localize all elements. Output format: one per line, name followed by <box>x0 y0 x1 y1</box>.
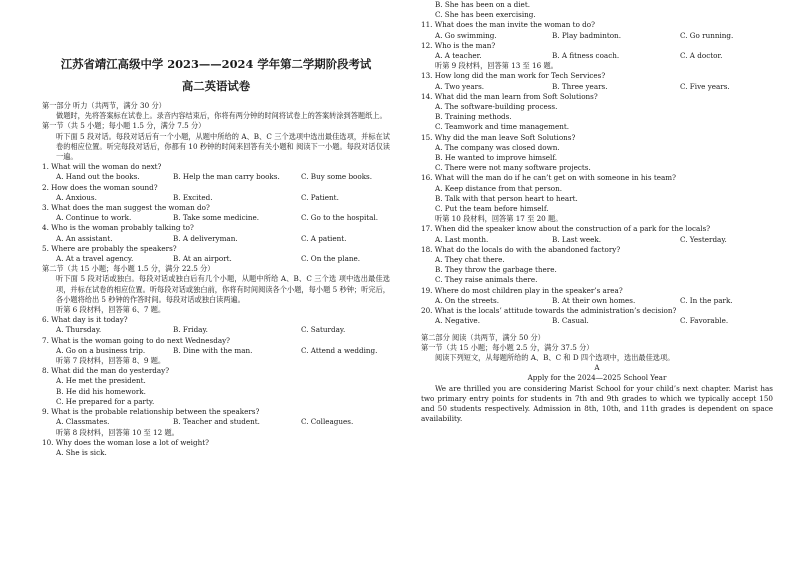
choice-line: A. The software-building process. <box>435 102 558 112</box>
question-text: 19. Where do most children play in the speaker’s area? <box>421 285 623 295</box>
option-c: C. Attend a wedding. <box>301 345 378 355</box>
option-b: B. Last week. <box>552 234 602 244</box>
exam-title: 江苏省靖江高级中学 2023——2024 学年第二学期阶段考试 <box>60 57 372 71</box>
question-text: 3. What does the man suggest the woman do? <box>42 203 210 213</box>
right-column-body <box>421 0 773 424</box>
option-c: C. Five years. <box>680 81 730 91</box>
option-a: A. Last month. <box>435 234 489 244</box>
section-heading: 第一部分 听力（共两节，满分 30 分） <box>42 101 166 110</box>
question-text: 6. What day is it today? <box>42 315 128 325</box>
question-text: 13. How long did the man work for Tech Services? <box>421 71 606 81</box>
question-text: 2. How does the woman sound? <box>42 182 158 192</box>
listening-note: 听第 7 段材料，回答第 8、9 题。 <box>56 356 166 366</box>
right-column <box>421 0 773 424</box>
section-heading: 第一节（共 5 小题；每小题 1.5 分，满分 7.5 分） <box>42 121 206 131</box>
option-c: C. Go to the hospital. <box>301 213 379 223</box>
option-b: B. Casual. <box>552 316 589 326</box>
choice-line: A. They chat there. <box>435 255 505 265</box>
option-c: C. Favorable. <box>680 316 729 326</box>
instructions-text: 听下面 5 段对话。每段对话后有一个小题，从题中所给的 A、B、C 三个选项中选出最佳选项，并标在试卷的相应位置。听完每段对话后，你都有 10 秒钟的时间来回答有关小题和 阅读下一小题。每段对话仅读一遍。 <box>56 131 390 162</box>
choice-line: B. He did his homework. <box>56 386 146 396</box>
section-heading: 第二部分 阅读（共两节，满分 50 分） <box>421 332 545 342</box>
answer-options <box>421 296 773 306</box>
choice-line: A. She is sick. <box>56 447 107 457</box>
instructions-text: 听下面 5 段对话或独白。每段对话或独白后有几个小题，从题中所给 A、B、C 三个选 项中选出最佳选项，并标在试卷的相应位置。听每段对话或独白前，你将有时间阅读各个小题，每小题 5 秒钟；听完后，各小题将给出 5 秒钟的作答时间。每段对话或独白读两遍。 <box>56 274 390 304</box>
option-c: C. Go running. <box>680 30 734 40</box>
option-b: B. Excited. <box>173 192 213 202</box>
choice-line: C. They raise animals there. <box>435 275 538 285</box>
choice-line: C. She has been exercising. <box>435 10 536 20</box>
choice-line: C. There were not many software projects. <box>435 163 591 173</box>
option-b: B. Help the man carry books. <box>173 172 280 182</box>
question-text: 15. Why did the man leave Soft Solutions? <box>421 132 576 142</box>
question-text: 4. Who is the woman probably talking to? <box>42 223 194 233</box>
choice-line: A. Keep distance from that person. <box>435 183 563 193</box>
question-text: 18. What do the locals do with the abandoned factory? <box>421 244 621 254</box>
choice-line: A. The company was closed down. <box>435 142 560 152</box>
listening-note: 阅读下列短文，从每题所给的 A、B、C 和 D 四个选项中，选出最佳选项。 <box>435 352 675 362</box>
question-text: 12. Who is the man? <box>421 40 496 50</box>
answer-options <box>421 82 773 92</box>
section-heading: 第二节（共 15 小题；每小题 1.5 分，满分 22.5 分） <box>42 264 215 274</box>
answer-options <box>42 213 390 223</box>
question-text: 5. Where are probably the speakers? <box>42 243 177 253</box>
answer-options <box>421 316 773 326</box>
question-text: 8. What did the man do yesterday? <box>42 366 170 376</box>
option-c: C. A doctor. <box>680 51 723 61</box>
option-a: A. On the streets. <box>435 295 500 305</box>
listening-note: 听第 10 段材料，回答第 17 至 20 题。 <box>435 214 563 224</box>
passage-heading: Apply for the 2024—2025 School Year <box>527 373 667 383</box>
left-column <box>42 0 390 458</box>
option-c: C. In the park. <box>680 295 733 305</box>
question-text: 11. What does the man invite the woman to do? <box>421 20 595 30</box>
answer-options <box>42 254 390 264</box>
listening-note: 听第 9 段材料，回答第 13 至 16 题。 <box>435 61 558 71</box>
left-column-body <box>42 101 390 458</box>
answer-options <box>42 325 390 335</box>
question-text: 9. What is the probable relationship between the speakers? <box>42 407 260 417</box>
choice-line: B. She has been on a diet. <box>435 0 530 9</box>
option-b: B. Friday. <box>173 325 208 335</box>
option-b: B. Dine with the man. <box>173 345 253 355</box>
option-c: C. A patient. <box>301 233 347 243</box>
choice-line: B. They throw the garbage there. <box>435 265 557 275</box>
option-a: A. Negative. <box>435 316 480 326</box>
option-b: B. A fitness coach. <box>552 51 620 61</box>
option-a: A. Continue to work. <box>56 213 132 223</box>
option-a: A. An assistant. <box>56 233 113 243</box>
exam-subtitle: 高二英语试卷 <box>181 79 251 93</box>
choice-line: B. Training methods. <box>435 112 512 122</box>
choice-line: C. He prepared for a party. <box>56 396 155 406</box>
option-b: B. At their own homes. <box>552 295 636 305</box>
answer-options <box>421 235 773 245</box>
answer-options <box>42 193 390 203</box>
option-a: A. Hand out the books. <box>56 172 140 182</box>
option-a: A. Classmates. <box>56 417 110 427</box>
question-text: 17. When did the speaker know about the construction of a park for the locals? <box>421 224 711 234</box>
option-a: A. Anxious. <box>56 192 97 202</box>
passage-text: We are thrilled you are considering Marist School for your child’s next chapter. Marist has two primary entry points for students in 7th and 9th grades to which we typically accept 150 and 50 students respectively. Admission in 8th, 10th, and 11th grades is dependent on space availability. <box>421 383 773 424</box>
option-a: A. Thursday. <box>56 325 102 335</box>
option-c: C. Patient. <box>301 192 339 202</box>
option-b: B. A deliveryman. <box>173 233 238 243</box>
option-a: A. Go on a business trip. <box>56 345 146 355</box>
option-b: B. Teacher and student. <box>173 417 260 427</box>
question-text: 14. What did the man learn from Soft Solutions? <box>421 91 598 101</box>
choice-line: A. He met the president. <box>56 376 146 386</box>
choice-line: B. He wanted to improve himself. <box>435 153 558 163</box>
choice-line: C. Put the team before himself. <box>435 204 549 214</box>
question-text: 20. What is the locals’ attitude towards the administration’s decision? <box>421 306 677 316</box>
choice-line: C. Teamwork and time management. <box>435 122 570 132</box>
option-c: C. Buy some books. <box>301 172 373 182</box>
option-c: C. Colleagues. <box>301 417 354 427</box>
option-c: C. Yesterday. <box>680 234 727 244</box>
option-a: A. Go swimming. <box>435 30 497 40</box>
option-a: A. At a travel agency. <box>56 254 134 264</box>
answer-options <box>421 51 773 61</box>
answer-options <box>42 346 390 356</box>
listening-note: 听第 8 段材料，回答第 10 至 12 题。 <box>56 427 179 437</box>
option-b: B. Three years. <box>552 81 608 91</box>
question-text: 10. Why does the woman lose a lot of weight? <box>42 437 209 447</box>
instructions-text: 做题时，先将答案标在试卷上。录音内容结束后，你将有两分钟的时间将试卷上的答案转涂到答题纸上。 <box>56 111 387 121</box>
answer-options <box>42 172 390 182</box>
question-text: 1. What will the woman do next? <box>42 162 162 172</box>
answer-options <box>42 417 390 427</box>
answer-options <box>42 234 390 244</box>
option-c: C. Saturday. <box>301 325 346 335</box>
choice-line: B. Talk with that person heart to heart. <box>435 193 578 203</box>
question-text: 7. What is the woman going to do next Wednesday? <box>42 335 231 345</box>
option-a: A. Two years. <box>435 81 485 91</box>
option-b: B. Play badminton. <box>552 30 621 40</box>
option-b: B. At an airport. <box>173 254 232 264</box>
option-b: B. Take some medicine. <box>173 213 260 223</box>
answer-options <box>421 31 773 41</box>
option-c: C. On the plane. <box>301 254 361 264</box>
question-text: 16. What will the man do if he can’t get on with someone in his team? <box>421 173 676 183</box>
option-a: A. A teacher. <box>435 51 482 61</box>
section-heading: 第一节（共 15 小题；每小题 2.5 分，满分 37.5 分） <box>421 342 594 352</box>
listening-note: 听第 6 段材料，回答第 6、7 题。 <box>56 305 166 315</box>
passage-heading: A <box>594 363 600 373</box>
